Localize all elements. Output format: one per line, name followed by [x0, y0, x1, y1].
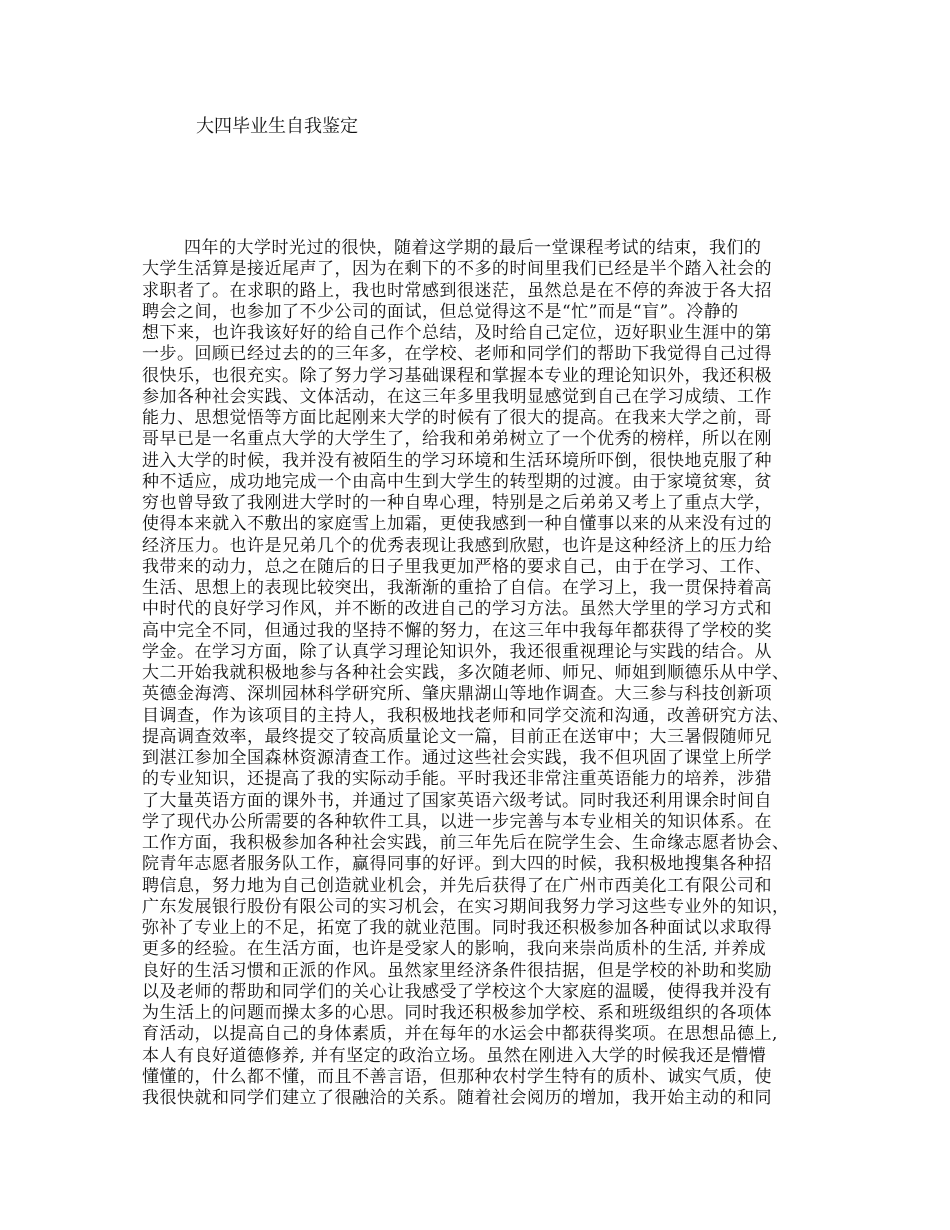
body-line: 为生活上的问题而操太多的心思。同时我还积极参加学校、系和班级组织的各项体: [142, 1003, 772, 1023]
body-line: 懂懂的，什么都不懂，而且不善言语，但那种农村学生特有的质朴、诚实气质，使: [142, 1066, 772, 1087]
body-line: 高中完全不同，但通过我的坚持不懈的努力，在这三年中我每年都获得了学校的奖: [142, 620, 772, 641]
body-line: 大学生活算是接近尾声了，因为在剩下的不多的时间里我们已经是半个踏入社会的: [142, 259, 772, 280]
body-line: 一步。回顾已经过去的的三年多，在学校、老师和同学们的帮助下我觉得自己过得: [142, 344, 772, 365]
body-line: 参加各种社会实践、文体活动，在这三年多里我明显感觉到自己在学习成绩、工作: [142, 386, 772, 407]
body-line: 的专业知识，还提高了我的实际动手能。平时我还非常注重英语能力的培养，涉猎: [142, 769, 772, 790]
body-line: 良好的生活习惯和正派的作风。虽然家里经济条件很拮据，但是学校的补助和奖励: [142, 960, 772, 981]
body-line: 使得本来就入不敷出的家庭雪上加霜，更使我感到一种自懂事以来的从来没有过的: [142, 514, 772, 535]
body-line: 了大量英语方面的课外书，并通过了国家英语六级考试。同时我还利用课余时间自: [142, 790, 772, 811]
body-line: 更多的经验。在生活方面，也许是受家人的影响，我向来崇尚质朴的生活, 并养成: [142, 939, 767, 960]
body-line: 我很快就和同学们建立了很融洽的关系。随着社会阅历的增加，我开始主动的和同: [142, 1088, 772, 1108]
body-line: 到湛江参加全国森林资源清查工作。通过这些社会实践，我不但巩固了课堂上所学: [142, 748, 772, 768]
body-line: 育活动，以提高自己的身体素质，并在每年的水运会中都获得奖项。在思想品德上,: [142, 1024, 778, 1045]
body-line: 目调查，作为该项目的主持人，我积极地找老师和同学交流和沟通，改善研究方法、: [142, 705, 790, 726]
body-line: 种不适应，成功地完成一个由高中生到大学生的转型期的过渡。由于家境贫寒，贫: [142, 471, 772, 492]
body-line: 聘信息，努力地为自己创造就业机会，并先后获得了在广州市西美化工有限公司和: [142, 875, 772, 896]
document-title: 大四毕业生自我鉴定: [196, 116, 358, 137]
body-line: 院青年志愿者服务队工作，赢得同事的好评。到大四的时候，我积极地搜集各种招: [142, 854, 772, 875]
body-line: 我带来的动力，总之在随后的日子里我更加严格的要求自己，由于在学习、工作、: [142, 556, 772, 577]
body-line: 大二开始我就积极地参与各种社会实践，多次随老师、师兄、师姐到顺德乐从中学、: [142, 663, 790, 683]
body-line: 求职者了。在求职的路上，我也时常感到很迷茫，虽然总是在不停的奔波于各大招: [142, 280, 772, 301]
body-line: 中时代的良好学习作风，并不断的改进自己的学习方法。虽然大学里的学习方式和: [142, 599, 772, 620]
body-line: 学了现代办公所需要的各种软件工具，以进一步完善与本专业相关的知识体系。在: [142, 811, 772, 832]
document-body: [142, 238, 824, 1109]
body-line: 学金。在学习方面，除了认真学习理论知识外，我还很重视理论与实践的结合。从: [142, 641, 772, 662]
body-line: 经济压力。也许是兄弟几个的优秀表现让我感到欣慰，也许是这种经济上的压力给: [142, 535, 772, 556]
body-line: 英德金海湾、深圳园林科学研究所、肇庆鼎湖山等地作调查。大三参与科技创新项: [142, 684, 772, 705]
body-line: 四年的大学时光过的很快，随着这学期的最后一堂课程考试的结束，我们的: [184, 238, 762, 258]
body-line: 生活、思想上的表现比较突出，我渐渐的重拾了自信。在学习上，我一贯保持着高: [142, 578, 772, 598]
body-line: 很快乐，也很充实。除了努力学习基础课程和掌握本专业的理论知识外，我还积极: [142, 365, 772, 386]
body-line: 本人有良好道德修养, 并有坚定的政治立场。虽然在刚进入大学的时候我还是懵懵: [142, 1045, 767, 1066]
body-line: 穷也曾导致了我刚进大学时的一种自卑心理，特别是之后弟弟又考上了重点大学，: [142, 493, 772, 513]
body-line: 提高调查效率，最终提交了较高质量论文一篇，目前正在送审中；大三暑假随师兄: [142, 726, 772, 747]
body-line: 能力、思想觉悟等方面比起刚来大学的时候有了很大的提高。在我来大学之前，哥: [142, 408, 772, 428]
body-line: 想下来，也许我该好好的给自己作个总结，及时给自己定位，迈好职业生涯中的第: [142, 323, 772, 343]
body-line: 工作方面，我积极参加各种社会实践，前三年先后在院学生会、生命缘志愿者协会、: [142, 833, 790, 853]
body-line: 哥早已是一名重点大学的大学生了，给我和弟弟树立了一个优秀的榜样，所以在刚: [142, 429, 772, 450]
body-line: 聘会之间，也参加了不少公司的面试，但总觉得这不是“忙”而是“盲”。冷静的: [142, 301, 739, 322]
body-line: 进入大学的时候，我并没有被陌生的学习环境和生活环境所吓倒，很快地克服了种: [142, 450, 772, 471]
body-line: 弥补了专业上的不足，拓宽了我的就业范围。同时我还积极参加各种面试以求取得: [142, 918, 772, 938]
body-line: 广东发展银行股份有限公司的实习机会，在实习期间我努力学习这些专业外的知识，: [142, 896, 790, 917]
body-line: 以及老师的帮助和同学们的关心让我感受了学校这个大家庭的温暖，使得我并没有: [142, 981, 772, 1002]
